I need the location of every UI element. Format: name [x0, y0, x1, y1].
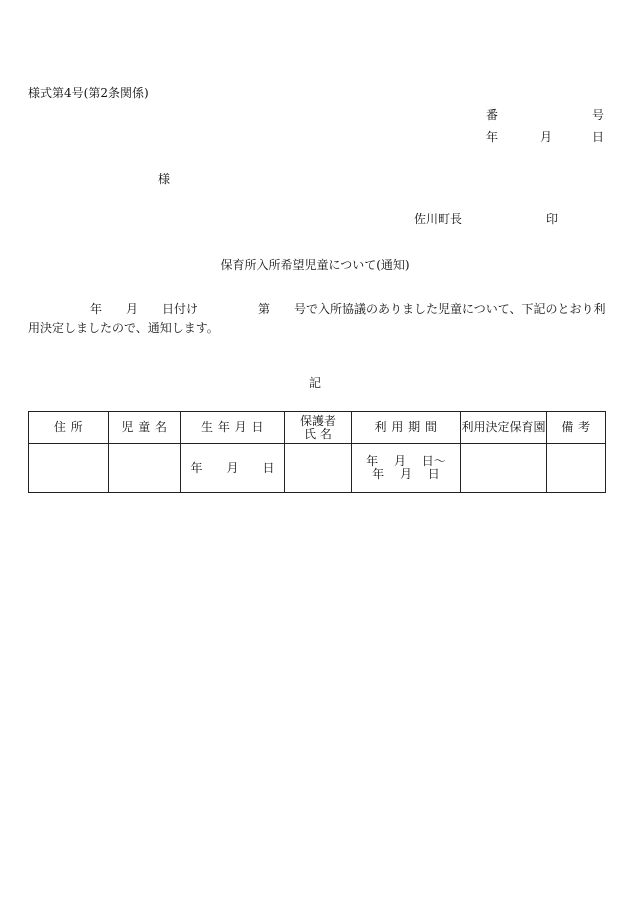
cell-guardian-name[interactable]	[285, 444, 352, 493]
form-label: 様式第4号(第2条関係)	[28, 86, 149, 100]
issue-date-month: 月	[540, 130, 553, 144]
ki-heading: 記	[308, 376, 321, 390]
document-number-ban: 番	[486, 108, 499, 122]
placement-table	[28, 411, 606, 493]
body-text-line-2: 用決定しましたので、通知します。	[28, 321, 219, 335]
cell-remarks[interactable]	[547, 444, 606, 493]
body-dai: 第	[258, 302, 271, 316]
document-title: 保育所入所希望児童について(通知)	[220, 258, 410, 272]
seal-mark: 印	[546, 212, 559, 226]
issue-date-year: 年	[486, 130, 499, 144]
sender-mayor: 佐川町長	[414, 212, 463, 226]
cell-birth-date[interactable]: 年 月 日	[181, 444, 285, 493]
header-facility: 利用決定保育園	[461, 412, 547, 444]
table-row	[29, 444, 606, 493]
cell-address[interactable]	[29, 444, 109, 493]
body-month: 月	[126, 302, 139, 316]
body-date-suffix: 日付け	[162, 302, 199, 316]
body-text-line-1: 号で入所協議のありました児童について、下記のとおり利	[294, 302, 606, 316]
issue-date-day: 日	[592, 130, 605, 144]
addressee-honorific: 様	[158, 172, 171, 186]
header-usage-period: 利 用 期 間	[352, 412, 461, 444]
cell-facility[interactable]	[461, 444, 547, 493]
document-number-go: 号	[592, 108, 605, 122]
cell-child-name[interactable]	[109, 444, 181, 493]
body-year: 年	[90, 302, 103, 316]
header-child-name: 児 童 名	[109, 412, 181, 444]
cell-usage-period[interactable]: 年 月 日〜 年 月 日	[352, 444, 461, 493]
header-remarks: 備 考	[547, 412, 606, 444]
header-birth-date: 生 年 月 日	[181, 412, 285, 444]
header-address: 住 所	[29, 412, 109, 444]
header-guardian-name: 保護者 氏 名	[285, 412, 352, 444]
